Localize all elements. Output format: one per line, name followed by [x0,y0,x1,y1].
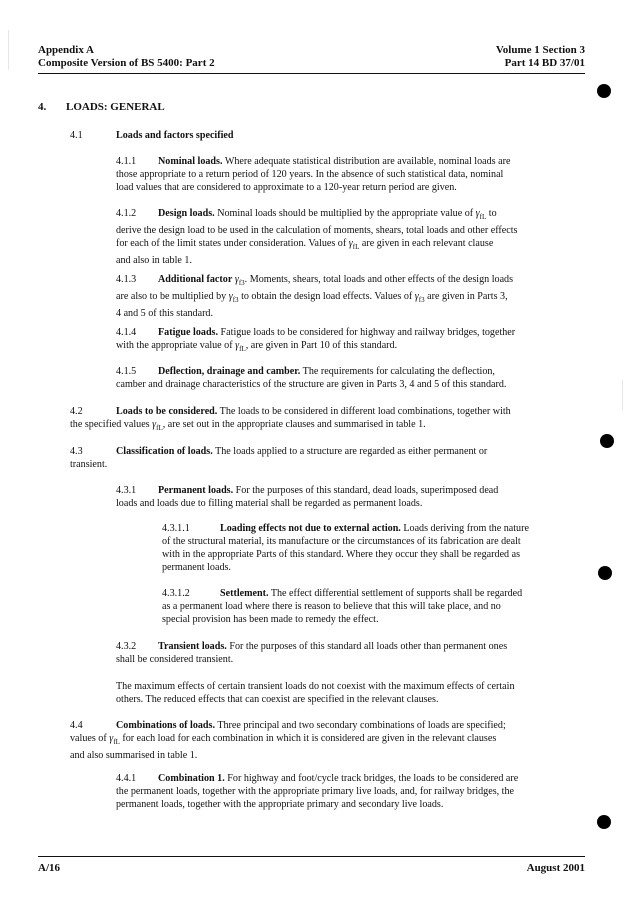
gamma-symbol: γ [109,733,114,744]
gamma-symbol: γ [152,419,157,430]
clause-text: derive the design load to be used in the calculation of moments, shears, total loads and other effects [116,225,518,237]
clause-text: to [488,208,497,219]
footer-page-number: A/16 [38,862,60,874]
margin-dot [597,815,611,829]
clause-number: 4.3 [70,446,83,457]
paragraph-max-effects [116,680,584,706]
header-title: Composite Version of BS 5400: Part 2 [38,57,215,69]
scan-edge-mark [622,380,623,410]
margin-dot [598,566,612,580]
header-rule [38,73,585,74]
clause-4-4-1 [116,772,584,811]
footer-rule [38,856,585,857]
clause-text: of the structural material, its manufacture or the circumstances of its fabrication are dealt [162,536,521,547]
scan-edge-mark [8,30,9,70]
clause-text: shall be considered transient. [116,654,234,665]
clause-4-3-1-1 [162,522,584,574]
footer-date: August 2001 [526,862,585,874]
clause-text: for each of the limit states under consideration. Values of [116,238,347,250]
gamma-symbol: γ [475,208,480,219]
clause-text: transient. [70,459,108,470]
clause-text: permanent loads, together with the appropriate primary and secondary live loads. [116,799,444,810]
clause-4-3-2 [116,640,584,666]
clause-text: 4 and 5 of this standard. [116,308,213,320]
gamma-symbol: γ [235,340,240,351]
clause-text: are given in each relevant clause [361,238,494,250]
clause-4-1-1 [116,155,584,194]
gamma-subscript: f3 [232,296,239,305]
clause-text: , are given in Part 10 of this standard. [245,340,398,351]
clause-number: 4.3.1.1 [162,523,190,534]
clause-title: Settlement. [220,588,269,599]
clause-text: are also to be multiplied by [116,291,227,303]
section-heading [38,101,165,113]
clause-text: to obtain the design load effects. Values of [241,291,413,303]
clause-number: 4.1.1 [116,156,137,167]
gamma-symbol: γ [234,274,239,285]
gamma-subscript: f3 [238,279,245,288]
clause-text: are given in Parts 3, [427,291,508,303]
header-appendix: Appendix A [38,44,94,56]
clause-text: special provision has been made to remedy the effect. [162,614,379,625]
clause-title: Deflection, drainage and camber. [158,366,301,377]
clause-text: Three principal and two secondary combinations of loads are specified; [217,720,506,731]
clause-number: 4.1.3 [116,274,137,285]
clause-number: 4.3.1.2 [162,588,190,599]
gamma-subscript: fL [239,345,246,354]
clause-number: 4.1 [70,130,83,141]
clause-text: , are set out in the appropriate clauses and summarised in table 1. [162,419,426,430]
clause-text: load values that are considered to approximate to a 120-year return period are given. [116,182,457,193]
clause-text: The loads applied to a structure are regarded as either permanent or [215,446,488,457]
section-title: LOADS: GENERAL [66,101,165,113]
clause-text: with the appropriate value of [116,340,233,351]
clause-number: 4.2 [70,406,83,417]
gamma-subscript: fL [113,738,120,747]
clause-text: the specified values [70,419,150,430]
gamma-subscript: fL [352,243,360,252]
clause-text: camber and drainage characteristics of the structure are given in Parts 3, 4 and 5 of this standard. [116,379,507,390]
clause-4-1-4 [116,326,584,356]
clause-number: 4.3.1 [116,485,137,496]
clause-text: loads and loads due to filling material shall be regarded as permanent loads. [116,498,423,509]
clause-title: Transient loads. [158,641,227,652]
clause-title: Classification of loads. [116,446,213,457]
section-number: 4. [38,101,47,113]
margin-dot [597,84,611,98]
clause-text: . Moments, shears, total loads and other effects of the design loads [244,274,514,285]
clause-4-3-1 [116,484,584,510]
clause-text: permanent loads. [162,562,231,573]
clause-4-1-2 [116,207,584,267]
clause-text: The requirements for calculating the deflection, [302,366,495,377]
clause-title: Loads to be considered. [116,406,218,417]
clause-4-1-3 [116,273,584,320]
paragraph-text: others. The reduced effects that can coexist are specified in the relevant clauses. [116,694,439,705]
gamma-subscript: fL [479,213,487,222]
clause-number: 4.4 [70,720,83,731]
header-part: Part 14 BD 37/01 [504,57,585,69]
clause-title: Combinations of loads. [116,720,215,731]
header-right [496,44,585,70]
clause-text: the permanent loads, together with the appropriate primary live loads, and, for railway bridges, the [116,786,515,797]
clause-4-3 [70,445,584,471]
clause-number: 4.1.4 [116,327,137,338]
clause-text: Loads deriving from the nature [403,523,529,534]
clause-number: 4.1.5 [116,366,137,377]
clause-4-1 [70,129,233,142]
clause-number: 4.3.2 [116,641,137,652]
clause-4-4 [70,719,584,762]
clause-number: 4.1.2 [116,208,137,219]
header-volume: Volume 1 Section 3 [495,44,585,56]
clause-4-2 [70,405,584,435]
gamma-subscript: fL [156,424,163,433]
clause-text: as a permanent load where there is reason to believe that this will take place, and no [162,601,501,612]
clause-text: those appropriate to a return period of 120 years. In the absence of such statistical data, nominal [116,169,504,180]
clause-text: Nominal loads should be multiplied by the appropriate value of [217,208,474,219]
gamma-symbol: γ [348,238,353,250]
clause-4-3-1-2 [162,587,584,626]
gamma-subscript: f3 [418,296,425,305]
clause-text: The effect differential settlement of supports shall be regarded [270,588,523,599]
clause-text: Where adequate statistical distribution are available, nominal loads are [224,156,511,167]
clause-number: 4.4.1 [116,773,137,784]
clause-title: Additional factor [158,274,233,285]
clause-text: Fatigue loads to be considered for highway and railway bridges, together [220,327,516,338]
clause-text: For highway and foot/cycle track bridges, the loads to be considered are [227,773,519,784]
paragraph-text: The maximum effects of certain transient loads do not coexist with the maximum effects of certain [116,681,515,692]
clause-text: For the purposes of this standard, dead loads, superimposed dead [235,485,499,496]
gamma-symbol: γ [414,291,419,303]
clause-text: The loads to be considered in different load combinations, together with [219,406,511,417]
clause-text: and also in table 1. [116,255,192,267]
clause-title: Fatigue loads. [158,327,219,338]
margin-dot [600,434,614,448]
clause-4-1-5 [116,365,584,391]
gamma-symbol: γ [228,291,233,303]
clause-text: and also summarised in table 1. [70,750,198,762]
clause-title: Design loads. [158,208,215,219]
header-left [38,44,215,70]
clause-title: Permanent loads. [158,485,234,496]
clause-text: values of [70,733,107,744]
clause-title: Loading effects not due to external action. [220,523,401,534]
clause-text: for each load for each combination in which it is considered are given in the relevant clauses [122,733,497,744]
clause-title: Loads and factors specified [116,130,234,141]
clause-title: Nominal loads. [158,156,223,167]
clause-text: For the purposes of this standard all loads other than permanent ones [229,641,508,652]
clause-text: with in the appropriate Parts of this standard. Where they occur they shall be regarded as [162,549,521,560]
clause-title: Combination 1. [158,773,225,784]
